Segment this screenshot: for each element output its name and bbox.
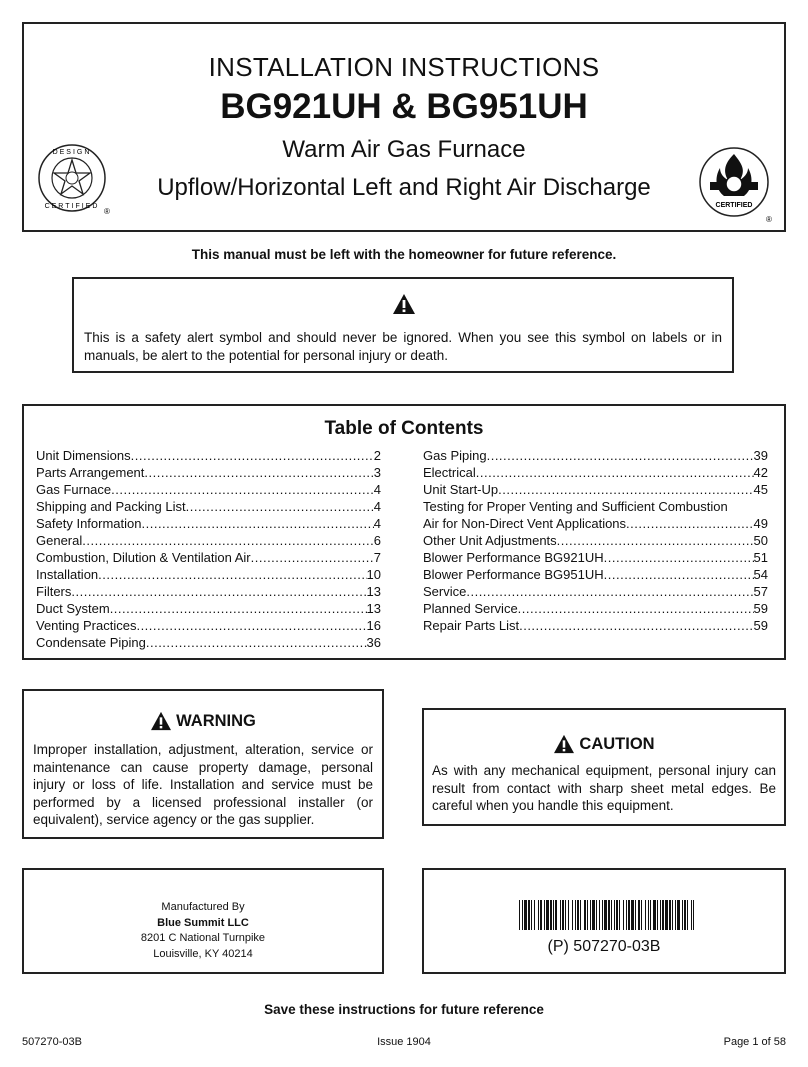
toc-entry[interactable]: Planned Service ..... 59	[423, 600, 768, 617]
barcode-bar	[604, 900, 607, 930]
toc-entry[interactable]: Gas Piping ..... 39	[423, 447, 768, 464]
barcode-bar	[628, 900, 630, 930]
barcode-bar	[584, 900, 586, 930]
barcode-bar	[519, 900, 520, 930]
barcode-bar	[568, 900, 569, 930]
warning-box	[22, 689, 384, 839]
toc-entry[interactable]: Unit Dimensions ..... 2	[36, 447, 381, 464]
barcode-bar	[540, 900, 542, 930]
toc-entry[interactable]: Filters ..... 13	[36, 583, 381, 600]
document-subtitle: INSTALLATION INSTRUCTIONS	[208, 52, 600, 82]
barcode-bar	[572, 900, 573, 930]
barcode-bar	[592, 900, 595, 930]
caution-heading	[424, 734, 784, 754]
barcode-bar	[524, 900, 527, 930]
toc-right-column	[423, 447, 768, 634]
toc-entry[interactable]: Repair Parts List ..... 59	[423, 617, 768, 634]
barcode-bar	[619, 900, 620, 930]
barcode-bar	[522, 900, 523, 930]
barcode-bar	[684, 900, 686, 930]
product-type: Warm Air Gas Furnace	[282, 136, 526, 163]
barcode-bar	[580, 900, 581, 930]
barcode-bar	[648, 900, 649, 930]
caution-label: CAUTION	[579, 734, 655, 753]
toc-entry-line[interactable]: Testing for Proper Venting and Sufficient Combustion	[423, 499, 728, 514]
warning-triangle-icon	[392, 293, 416, 315]
footer-page-number: Page 1 of 58	[723, 1036, 786, 1048]
warning-label: WARNING	[176, 711, 256, 730]
barcode-bar	[555, 900, 557, 930]
barcode-icon	[519, 900, 694, 930]
barcode-bar	[672, 900, 673, 930]
barcode-bar	[565, 900, 566, 930]
barcode-bar	[662, 900, 664, 930]
save-instructions-note: Save these instructions for future reference	[264, 1002, 544, 1017]
barcode-bar	[650, 900, 651, 930]
toc-entry[interactable]: Other Unit Adjustments ..... 50	[423, 532, 768, 549]
barcode-bar	[577, 900, 579, 930]
table-of-contents	[22, 404, 786, 660]
title-box	[22, 22, 786, 232]
caution-text: As with any mechanical equipment, personal injury can result from contact with sharp sheet metal edges. Be careful when you handle this equipment.	[432, 763, 776, 813]
toc-title: Table of Contents	[324, 418, 484, 439]
logo-bottom-text: CERTIFIED	[44, 203, 100, 210]
toc-entry[interactable]: Blower Performance BG921UH ..... 51	[423, 549, 768, 566]
barcode-bar	[550, 900, 552, 930]
toc-entry[interactable]: Installation ..... 10	[36, 566, 381, 583]
logo-top-text: DESIGN	[52, 149, 92, 156]
barcode-bar	[682, 900, 683, 930]
barcode-bar	[693, 900, 694, 930]
barcode-bar	[669, 900, 671, 930]
safety-alert-box	[72, 277, 734, 373]
model-numbers: BG921UH & BG951UH	[220, 87, 588, 126]
manufacturer-name: Blue Summit LLC	[157, 916, 249, 929]
barcode-bar	[608, 900, 610, 930]
barcode-bar	[675, 900, 676, 930]
barcode-bar	[677, 900, 680, 930]
toc-entry[interactable]: Electrical ..... 42	[423, 464, 768, 481]
caution-box	[422, 708, 786, 826]
barcode-bar	[626, 900, 627, 930]
barcode-bar	[687, 900, 688, 930]
homeowner-note: This manual must be left with the homeowner for future reference.	[191, 247, 617, 262]
barcode-bar	[528, 900, 530, 930]
barcode-bar	[596, 900, 597, 930]
barcode-bar	[531, 900, 532, 930]
barcode-bar	[631, 900, 634, 930]
barcode-bar	[641, 900, 642, 930]
warning-text: Improper installation, adjustment, alteration, service or maintenance can cause property damage, personal injury or loss of life. Installation and service must be performed by a licensed professional installer (or equivalent), service agency or the gas supplier.	[33, 742, 373, 827]
toc-left-column	[36, 447, 381, 651]
barcode-bar	[538, 900, 539, 930]
barcode-bar	[534, 900, 535, 930]
toc-entry[interactable]: General ..... 6	[36, 532, 381, 549]
barcode-bar	[590, 900, 591, 930]
barcode-bar	[544, 900, 545, 930]
manufacturer-label: Manufactured By	[161, 901, 245, 913]
manufacturer-box	[22, 868, 384, 974]
barcode-bar	[562, 900, 564, 930]
warning-heading	[24, 711, 382, 731]
toc-entry[interactable]: Gas Furnace ..... 4	[36, 481, 381, 498]
barcode-bar	[635, 900, 636, 930]
barcode-bar	[602, 900, 603, 930]
barcode-bar	[653, 900, 656, 930]
toc-entry[interactable]: Combustion, Dilution & Ventilation Air ..... 7	[36, 549, 381, 566]
barcode-bar	[665, 900, 668, 930]
barcode-bar	[599, 900, 600, 930]
barcode-bar	[575, 900, 576, 930]
barcode-bar	[638, 900, 640, 930]
part-number-box	[422, 868, 786, 974]
barcode-bar	[657, 900, 658, 930]
barcode-bar	[614, 900, 615, 930]
barcode-bar	[691, 900, 692, 930]
barcode-bar	[560, 900, 561, 930]
manufacturer-address-line1: 8201 C National Turnpike	[140, 932, 266, 944]
footer-issue: Issue 1904	[377, 1036, 431, 1048]
toc-entry[interactable]: Shipping and Packing List ..... 4	[36, 498, 381, 515]
part-number: (P) 507270-03B	[547, 938, 661, 955]
barcode-bar	[660, 900, 661, 930]
toc-entry[interactable]: Safety Information ..... 4	[36, 515, 381, 532]
barcode-bar	[587, 900, 588, 930]
barcode-bar	[616, 900, 618, 930]
toc-entry[interactable]: Duct System ..... 13	[36, 600, 381, 617]
toc-entry[interactable]: Venting Practices ..... 16	[36, 617, 381, 634]
barcode-bar	[623, 900, 624, 930]
warning-triangle-icon	[553, 734, 575, 754]
logo-certified-text: CERTIFIED	[715, 202, 753, 209]
toc-entry[interactable]: Blower Performance BG951UH ..... 54	[423, 566, 768, 583]
barcode-bar	[553, 900, 554, 930]
barcode-bar	[645, 900, 646, 930]
safety-alert-text: This is a safety alert symbol and should never be ignored. When you see this symbol on labels or in manuals, be alert to the potential for personal injury or death.	[84, 330, 722, 363]
manufacturer-info	[24, 900, 382, 962]
toc-entry[interactable]: Unit Start-Up ..... 45	[423, 481, 768, 498]
barcode-bar	[611, 900, 612, 930]
toc-entry[interactable]: Service ..... 57	[423, 583, 768, 600]
footer-document-number: 507270-03B	[22, 1036, 82, 1048]
registered-mark: ®	[104, 207, 110, 216]
barcode-bar	[546, 900, 549, 930]
warning-triangle-icon	[150, 711, 172, 731]
toc-entry[interactable]: Parts Arrangement ..... 3	[36, 464, 381, 481]
registered-mark: ®	[766, 215, 772, 224]
manufacturer-address-line2: Louisville, KY 40214	[153, 947, 253, 960]
toc-entry[interactable]: Condensate Piping ..... 36	[36, 634, 381, 651]
toc-entry[interactable]: Air for Non-Direct Vent Applications ..... 49	[423, 515, 768, 532]
csa-certified-seal-icon	[696, 144, 776, 224]
product-description: Upflow/Horizontal Left and Right Air Discharge	[157, 174, 651, 201]
